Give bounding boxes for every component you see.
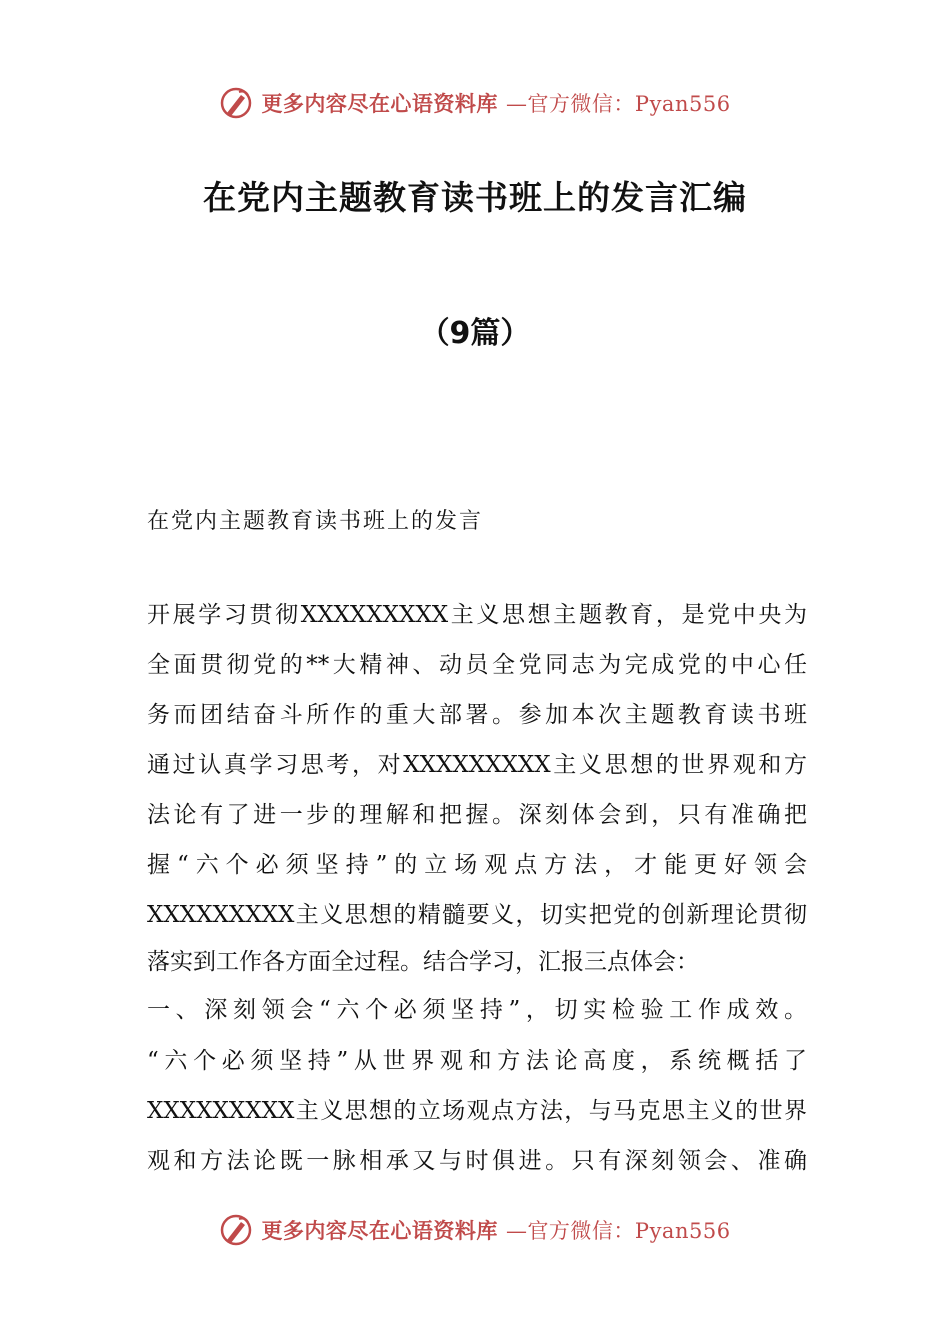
body-line: 握“六个必须坚持”的立场观点方法，才能更好领会 [147, 852, 807, 878]
watermark-prefix: 更多内容尽在心语资料库 [261, 1218, 498, 1243]
body-line: XXXXXXXXX主义思想的立场观点方法，与马克思主义的世界 [147, 1098, 807, 1124]
pen-circle-logo-icon [219, 86, 253, 120]
body-line: “六个必须坚持”从世界观和方法论高度，系统概括了 [147, 1048, 807, 1074]
article-body [147, 590, 807, 1186]
body-line: 开展学习贯彻XXXXXXXXX主义思想主题教育，是党中央为 [147, 602, 807, 628]
body-line: 法论有了进一步的理解和把握。深刻体会到，只有准确把 [147, 802, 807, 828]
body-line: 全面贯彻党的**大精神、动员全党同志为完成党的中心任 [147, 652, 807, 678]
body-line: 观和方法论既一脉相承又与时俱进。只有深刻领会、准确 [147, 1148, 807, 1174]
document-title: 在党内主题教育读书班上的发言汇编 [203, 178, 747, 217]
header-watermark [0, 83, 950, 123]
watermark-prefix: 更多内容尽在心语资料库 [261, 91, 498, 116]
article-heading: 在党内主题教育读书班上的发言 [147, 509, 484, 534]
document-subtitle: （9篇） [419, 316, 531, 351]
pen-circle-logo-icon [219, 1213, 253, 1247]
body-line: 务而团结奋斗所作的重大部署。参加本次主题教育读书班 [147, 702, 807, 728]
footer-watermark [0, 1210, 950, 1250]
watermark-suffix: —官方微信：Pyan556 [505, 1219, 731, 1243]
watermark-suffix: —官方微信：Pyan556 [505, 92, 731, 116]
body-line: 一、深刻领会“六个必须坚持”，切实检验工作成效。 [147, 997, 807, 1023]
body-line: 落实到工作各方面全过程。结合学习，汇报三点体会： [147, 949, 699, 975]
body-line: XXXXXXXXX主义思想的精髓要义，切实把党的创新理论贯彻 [147, 902, 807, 928]
body-line: 通过认真学习思考，对XXXXXXXXX主义思想的世界观和方 [147, 752, 807, 778]
